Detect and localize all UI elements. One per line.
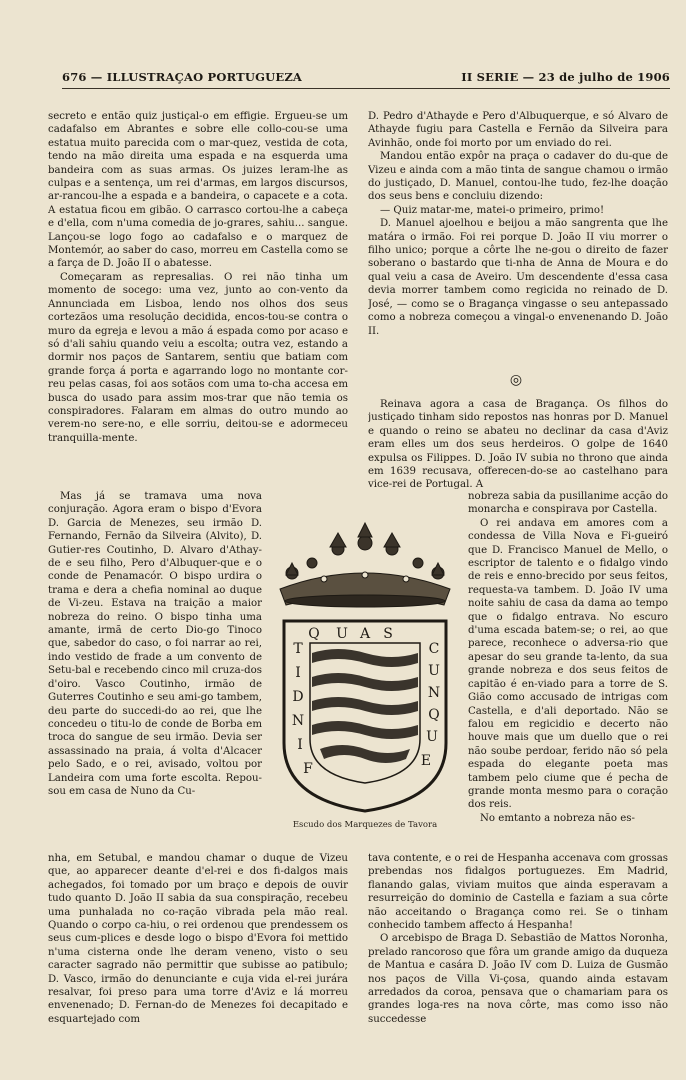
svg-text:T: T	[293, 641, 303, 657]
shield-icon	[284, 621, 446, 811]
paragraph: Começaram as represalias. O rei não tinha um momento de socego: uma vez, junto ao con-vento da Annunciada em Lisboa, lendo nos olhos dos seus cortezãos uma resolução decidida, encos-tou-se contra o muro da egreja e levou a mão á espada como por acaso e só d'ali sahiu quando veiu a escolta; outra vez, estando a dormir nos paços de Santarem, sentiu que batiam com grande força á porta e agarrando logo no montante cor-reu pelas casas, foi aos sotãos com uma to-cha accesa em busca do usado para assim mos-trar que não temia os conspiradores. Falaram em almas do outro mundo ao verem-no sere-no, e elle sorriu, deitou-se e adormeceu tranquilla-mente.	[48, 271, 348, 444]
svg-text:D: D	[292, 689, 304, 705]
coat-of-arms-illustration	[262, 517, 468, 817]
text-column-right-narrow	[468, 490, 668, 852]
svg-text:N: N	[427, 685, 441, 701]
svg-text:F: F	[303, 761, 313, 777]
svg-text:A: A	[359, 626, 371, 642]
svg-text:N: N	[291, 713, 305, 729]
svg-text:I: I	[295, 665, 301, 681]
paragraph: O arcebispo de Braga D. Sebastião de Mattos Noronha, prelado rancoroso que fôra um grande amigo da duqueza de Mantua e casára D. João IV com D. Luiza de Gusmão nos paços de Villa Vi-çosa, quando ainda estavam arredados da coroa, pensava que o chamariam para os grandes loga-res na nova côrte, mas como isso não succedesse	[368, 933, 668, 1025]
svg-text:S: S	[383, 626, 393, 642]
text-column-right-mid	[368, 398, 668, 490]
paragraph: D. Pedro d'Athayde e Pero d'Albuquerque, e só Alvaro de Athayde fugiu para Castella e Fernão da Silveira para Avinhão, onde foi morto por um enviado do rei.	[368, 111, 668, 149]
svg-text:Q: Q	[428, 707, 440, 723]
text-column-left-narrow	[48, 490, 262, 852]
paragraph: Mandou então expôr na praça o cadaver do du-que de Vizeu e ainda com a mão tinta de sangue chamou o irmão do justiçado, D. Manuel, contou-lhe tudo, fez-lhe doação dos seus bens e concluiu dizendo:	[368, 151, 668, 203]
paragraph: nha, em Setubal, e mandou chamar o duque de Vizeu que, ao apparecer deante d'el-rei e dos fi-dalgos mais achegados, foi tomado por um braço e depois de ouvir tudo quanto D. João II sabia da sua conspiração, recebeu uma punhalada no co-ração vibrada pela mão real. Quando o corpo ca-hiu, o rei ordenou que prendessem os seus cum-plices e desde logo o bispo d'Evora foi mettido n'uma cisterna onde lhe deram veneno, visto o seu caracter sagrado não permittir que subisse ao patibulo; D. Vasco, irmão do denunciante e cuja vida el-rei jurára resalvar, foi preso para uma torre d'Aviz e lá morreu envenenado; D. Fernan-do de Menezes foi decapitado e esquartejado com	[48, 853, 348, 1025]
page-header	[62, 70, 670, 90]
paragraph: Reinava agora a casa de Bragança. Os filhos do justiçado tinham sido repostos nas honras por D. Manuel e quando o reino se abateu no declinar da casa d'Aviz eram elles um dos seus herdeiros. O golpe de 1640 expulsa os Filippes. D. João IV subia no throno que ainda em 1639 recusava, offerecen-do-se ao castelhano para vice-rei de Portugal. A	[368, 399, 668, 490]
paragraph: Mas já se tramava uma nova conjuração. Agora eram o bispo d'Evora D. Garcia de Menezes, seu irmão D. Fernando, Fernão da Silveira (Alvito), D. Gutier-res Coutinho, D. Alvaro d'Athay-de e seu filho, Pero d'Albuquer-que e o conde de Penamacór. O bispo urdira o trama e dera a chefia nominal ao duque de Vi-zeu. Estava na traição a maior nobreza do reino. O bispo tinha uma amante, irmã de certo Dio-go Tinoco que, sabedor do caso, o foi narrar ao rei, indo vestido de frade a um convento de Setu-bal e recebendo cinco mil cruza-dos d'oiro. Vasco Coutinho, irmão de Guterres Coutinho e seu ami-go tambem, deu parte do succedi-do ao rei, que lhe concedeu o titu-lo de conde de Borba em troca do sangue de seu irmão. Devia ser assassinado na praia, á volta d'Alcacer pelo Sado, e o rei, avisado, voltou por Landeira com uma forte escolta. Repou-sou em casa de Nuno da Cu-	[48, 491, 262, 797]
svg-text:C: C	[428, 641, 440, 657]
paragraph: nobreza sabia da pusillanime acção do monarcha e conspirava por Castella.	[468, 491, 668, 516]
svg-text:U: U	[426, 729, 438, 745]
dialogue-line: — Quiz matar-me, matei-o primeiro, primo!	[380, 204, 605, 216]
figure-caption: Escudo dos Marquezes de Tavora	[292, 820, 438, 830]
header-rule	[62, 88, 670, 89]
paragraph: O rei andava em amores com a condessa de Villa Nova e Fi-gueiró que D. Francisco Manuel de Mello, o escriptor de talento e o fidalgo vindo de reis e enno-brecido por seus feitos, requesta-va tambem. D. João IV uma noite sahiu de casa da dama ao tempo que o fidalgo entrava. No escuro d'uma escada batem-se; o rei, ao que parece, reconhece o adversa-rio que apesar do seu grande ta-lento, da sua grande nobreza e dos seus feitos de capitão é en-viado para a torre de S. Gião como accusado de intrigas com Castella, e d'ali deportado. Não se falou em regicidio e decerto não houve mais que um duello que o rei não soube perdoar, ferido não só pela espada do elegante poeta mas tambem pelo ciume que é pecha de grande monta mesmo para o coração dos reis.	[468, 517, 668, 811]
paragraph: secreto e então quiz justiçal-o em effigie. Ergueu-se um cadafalso em Abrantes e sobre elle collo-cou-se uma estatua muito parecida com o mar-quez, vestida de cota, tendo na mão direita uma espada e na esquerda uma bandeira com as suas armas. Os juizes leram-lhe as culpas e a sentença, um rei d'armas, em largos discursos, ar-rancou-lhe a espada e a bandeira, o capacete e a cota. A estatua ficou em gibão. O carrasco cortou-lhe a cabeça e d'ella, com n'uma comedia de jo-grares, sahiu... sangue. Lançou-se logo fogo ao cadafalso e o marquez de Montemór, ao saber do caso, morreu em Castella como se a farça de D. João II o abatesse.	[48, 111, 348, 270]
text-column-left-top	[48, 110, 348, 490]
paragraph: tava contente, e o rei de Hespanha accenava com grossas prebendas nos fidalgos portuguezes. Em Madrid, flanando galas, viviam muitos que ainda esperavam a resurreição do dominio de Castella e faziam a sua côrte não acceitando o Bragança como rei. Se o tinham conhecido tambem affecto á Hespanha!	[368, 853, 668, 932]
svg-text:E: E	[420, 753, 432, 769]
paragraph: No emtanto a nobreza não es-	[480, 812, 635, 824]
paragraph: D. Manuel ajoelhou e beijou a mão sangrenta que lhe matára o irmão. Foi rei porque D. João II viu morrer o filho unico; porque a côrte lhe ne-gou o direito de fazer soberano o bastardo que ti-nha de Anna de Moura e do qual veiu a casa de Aveiro. Um descendente d'essa casa devia morrer tambem como regicida no reinado de D. José, — como se o Bragança vingasse o seu antepassado como a nobreza começou a vingal-o envenenando D. João II.	[368, 218, 668, 337]
text-column-right-top	[368, 110, 668, 370]
tavora-shield-svg	[262, 517, 468, 817]
svg-text:U: U	[428, 663, 440, 679]
section-ornament: ◎	[509, 372, 523, 388]
svg-text:U: U	[336, 626, 348, 642]
crown-icon	[280, 523, 450, 607]
svg-text:Q: Q	[308, 626, 320, 642]
svg-text:I: I	[297, 737, 303, 753]
text-column-right-bottom	[368, 852, 668, 1062]
text-column-left-bottom	[48, 852, 348, 1062]
header-series-date: II SERIE — 23 de julho de 1906	[461, 70, 670, 84]
header-page-title: 676 — ILLUSTRAÇAO PORTUGUEZA	[62, 70, 303, 84]
